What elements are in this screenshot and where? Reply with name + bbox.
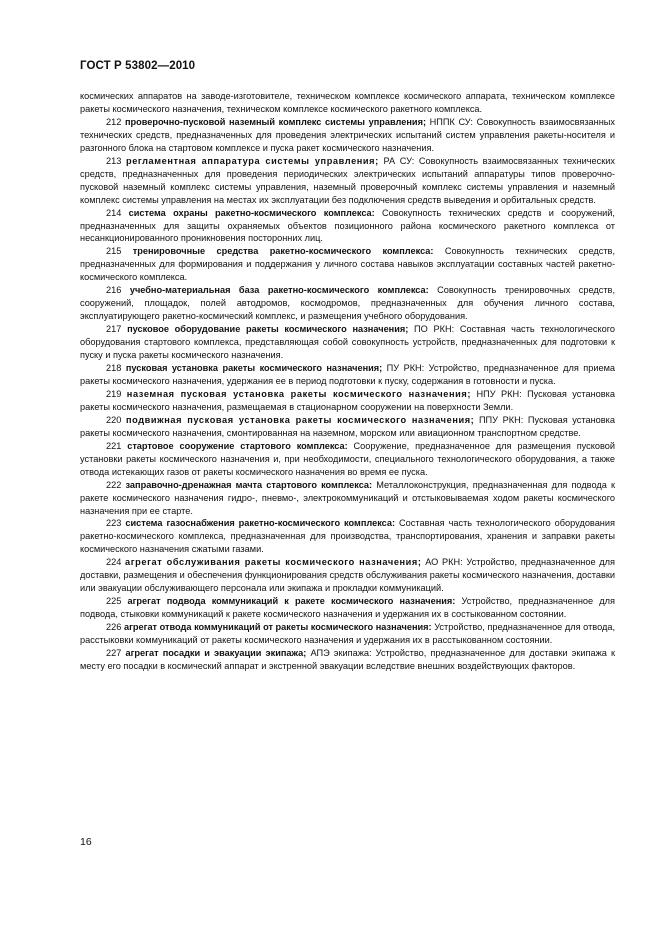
entry-224: 224 агрегат обслуживания ракеты космического назначения; АО РКН: Устройство, предназначенное для доставки, размещения и обеспечения функционирования средств обслуживания ракеты космического назначения, доставки или эвакуации обслуживающего персонала или экипажа и прокладки коммуникаций. [80, 557, 615, 594]
term: агрегат подвода коммуникаций к ракете космического назначения: [127, 596, 456, 607]
entry-223: 223 система газоснабжения ракетно-космического комплекса: Составная часть технологического оборудования ракетно-космического комплекса, предназначенная для производства, транспортирования, хранения и заправки ракеты космического назначения сжатыми газами. [80, 518, 615, 555]
term: стартовое сооружение стартового комплекса: [127, 440, 348, 451]
term: агрегат обслуживания ракеты космического назначения; [125, 557, 422, 568]
term: система охраны ракетно-космического комплекса: [128, 207, 375, 218]
term: агрегат посадки и эвакуации экипажа; [125, 647, 307, 658]
intro-paragraph: космических аппаратов на заводе-изготовителе, техническом комплексе космического аппарата, техническом комплексе ракеты космического назначения, техническом комплексе космического ракетного комплекса. [80, 91, 615, 114]
term: пусковое оборудование ракеты космического назначения; [127, 324, 409, 335]
term: заправочно-дренажная мачта стартового комплекса: [125, 479, 373, 490]
page-number: 16 [80, 836, 92, 848]
term: тренировочные средства ракетно-космического комплекса: [132, 246, 434, 257]
term: подвижная пусковая установка ракеты космического назначения; [125, 414, 475, 425]
entry-221: 221 стартовое сооружение стартового комплекса: Сооружение, предназначенное для размещения пусковой установки ракеты космического назначения и, при необходимости, специального технологического оборудования, а также отвода истекающих газов от ракеты космического назначения во время ее пуска. [80, 440, 616, 477]
entry-225: 225 агрегат подвода коммуникаций к ракете космического назначения: Устройство, предназначенное для подвода, стыковки коммуникаций к ракете космического назначения и удержания их в состыкованном состоянии. [80, 596, 615, 620]
entry-217: 217 пусковое оборудование ракеты космического назначения; ПО РКН: Составная часть технологического оборудования стартового комплекса, представляющая собой совокупность устройств, предназначенных для подготовки к пуску и пуска ракеты космического назначения. [80, 324, 615, 361]
entry-227: 227 агрегат посадки и эвакуации экипажа; АПЭ экипажа: Устройство, предназначенное для доставки экипажа к месту его посадки в космический аппарат и экстренной эвакуации вследствие внешних воздействующих факторов. [80, 647, 615, 671]
entry-220: 220 подвижная пусковая установка ракеты космического назначения; ППУ РКН: Пусковая установка ракеты космического назначения, смонтированная на наземном, морском или авиационном транспортном средстве. [80, 414, 615, 438]
term: система газоснабжения ракетно-космического комплекса: [125, 518, 396, 529]
entry-214: 214 система охраны ракетно-космического комплекса: Совокупность технических средств и сооружений, предназначенных для защиты охраняемых объектов позиционного района космического ракетного комплекса от несанкционированного проникновения посторонних лиц. [80, 207, 615, 244]
entry-218: 218 пусковая установка ракеты космического назначения; ПУ РКН: Устройство, предназначенное для приема ракеты космического назначения, удержания ее в период подготовки к пуску, содержания в готовности и пуска. [80, 363, 615, 386]
term: регламентная аппаратура системы управления; [126, 155, 379, 166]
entry-219: 219 наземная пусковая установка ракеты космического назначения; НПУ РКН: Пусковая установка ракеты космического назначения, размещаемая в стационарном сооружении на поверхности Земли. [80, 388, 615, 412]
entry-215: 215 тренировочные средства ракетно-космического комплекса: Совокупность технических средств, предназначенных для формирования и поддержания у личного состава навыков эксплуатации составных частей ракетно-космического комплекса. [80, 246, 615, 283]
document-body [80, 90, 615, 673]
term: проверочно-пусковой наземный комплекс системы управления; [124, 116, 426, 127]
entry-226: 226 агрегат отвода коммуникаций от ракеты космического назначения: Устройство, предназначенное для отвода, расстыковки коммуникаций от ракеты космического назначения и удержания их в расстыкованном состоянии. [80, 622, 616, 646]
document-header: ГОСТ Р 53802—2010 [80, 60, 196, 72]
term: пусковая установка ракеты космического назначения; [125, 363, 383, 374]
entry-216: 216 учебно-материальная база ракетно-космического комплекса: Совокупность тренировочных средств, сооружений, площадок, полей автодромов, космодромов, предназначенных для обучения личного состава, эксплуатирующего ракетно-космический комплекс, и размещения учебного оборудования. [80, 285, 615, 322]
term: учебно-материальная база ракетно-космического комплекса: [129, 285, 429, 296]
entry-222: 222 заправочно-дренажная мачта стартового комплекса: Металлоконструкция, предназначенная для подвода к ракете космического назначения гидро-, пневмо-, электрокоммуникаций и отстыковываемая ходом ракеты космического назначения при ее старте. [80, 479, 615, 516]
term: агрегат отвода коммуникаций от ракеты космического назначения: [123, 622, 432, 633]
term: наземная пусковая установка ракеты космического назначения; [126, 388, 472, 399]
entry-212: 212 проверочно-пусковой наземный комплекс системы управления; НППК СУ: Совокупность взаимосвязанных технических средств, предназначенных для проведения электрических испытаний систем управления ракеты-носителя и разгонного блока на стартовом комплексе и пуска ракет космического назначения. [80, 116, 615, 153]
entry-213: 213 регламентная аппаратура системы управления; РА СУ: Совокупность взаимосвязанных технических средств, предназначенных для проведения периодических электрических испытаний аппаратуры типов проверочно-пусковой наземный комплекс системы управления, наземный проверочный комплекс системы управления и наземный комплекс системы управления на местах их эксплуатации без подключения средств выведения и орбитальных средств. [80, 155, 616, 205]
